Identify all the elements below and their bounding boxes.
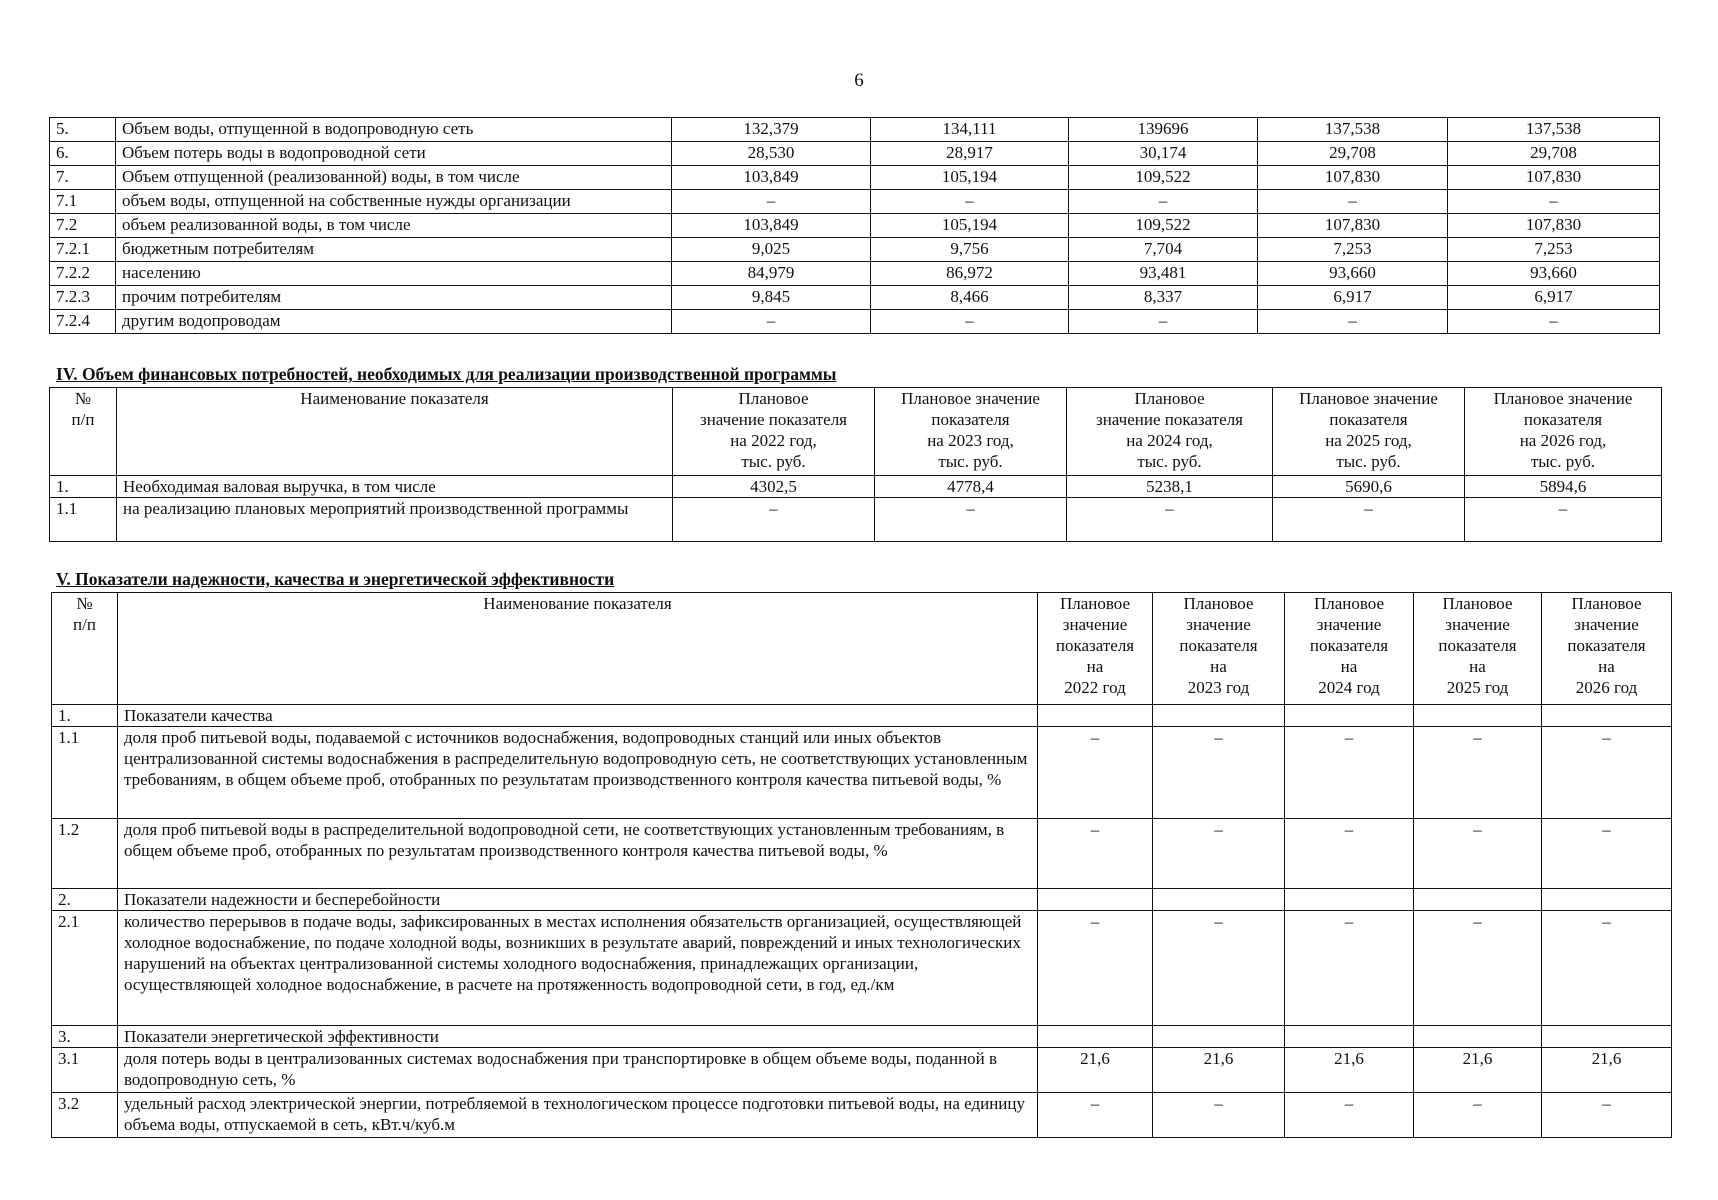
table-row: [50, 476, 1662, 498]
header-plan-value-4: [1542, 593, 1672, 705]
row-value: –: [1153, 727, 1285, 819]
row-value: 109,522: [1069, 166, 1258, 190]
row-value: 139696: [1069, 118, 1258, 142]
header-line: тыс. руб.: [1530, 452, 1596, 471]
table-row: [50, 286, 1660, 310]
row-value: –: [1153, 1093, 1285, 1138]
table-row: [52, 1026, 1672, 1048]
production-table: [49, 117, 1660, 334]
header-line: на 2022 год,: [730, 431, 817, 450]
header-plan-value-2: [1067, 388, 1273, 476]
row-indicator-name: Объем отпущенной (реализованной) воды, в том числе: [116, 166, 672, 190]
header-row: [52, 593, 1672, 705]
table-row: [50, 310, 1660, 334]
header-number: [52, 593, 118, 705]
row-value: [1038, 1026, 1153, 1048]
row-value: 134,111: [871, 118, 1069, 142]
row-indicator-name: Объем воды, отпущенной в водопроводную сеть: [116, 118, 672, 142]
row-indicator-name: Показатели энергетической эффективности: [118, 1026, 1038, 1048]
row-value: –: [1285, 911, 1414, 1026]
header-line: Плановое: [1442, 594, 1513, 613]
row-indicator-name: прочим потребителям: [116, 286, 672, 310]
header-line: значение: [1316, 615, 1382, 634]
row-number: 7.2.1: [50, 238, 116, 262]
header-line: 2026 год: [1575, 678, 1638, 697]
table-row: [52, 911, 1672, 1026]
row-value: –: [1414, 819, 1542, 889]
row-value: –: [871, 190, 1069, 214]
row-value: –: [1258, 310, 1448, 334]
header-line: 2023 год: [1187, 678, 1250, 697]
header-line: значение: [1445, 615, 1510, 634]
row-number: 7.2: [50, 214, 116, 238]
row-value: 105,194: [871, 166, 1069, 190]
row-value: 21,6: [1542, 1048, 1672, 1093]
row-value: –: [672, 310, 871, 334]
row-value: 4302,5: [673, 476, 875, 498]
header-line: Плановое значение: [901, 389, 1040, 408]
row-indicator-name: доля проб питьевой воды, подаваемой с источников водоснабжения, водопроводных станций или иных объектов централизованной системы водоснабжения в распределительную водопроводную сеть, не соответствующих установленным требованиям, в общем объеме проб, отобранных по результатам производственного контроля качества питьевой воды, %: [118, 727, 1038, 819]
row-indicator-name: Показатели качества: [118, 705, 1038, 727]
row-value: [1542, 889, 1672, 911]
table-row: [50, 214, 1660, 238]
row-value: 137,538: [1448, 118, 1660, 142]
row-number: 3.: [52, 1026, 118, 1048]
row-value: 107,830: [1258, 214, 1448, 238]
header-line: показателя: [1438, 636, 1517, 655]
row-indicator-name: другим водопроводам: [116, 310, 672, 334]
row-value: 21,6: [1038, 1048, 1153, 1093]
header-line: значение: [1574, 615, 1639, 634]
header-line: на: [1340, 657, 1358, 676]
header-line: тыс. руб.: [1137, 452, 1202, 471]
header-plan-value-0: [1038, 593, 1153, 705]
row-value: 93,481: [1069, 262, 1258, 286]
row-value: –: [1038, 819, 1153, 889]
row-value: 93,660: [1448, 262, 1660, 286]
row-number: 6.: [50, 142, 116, 166]
row-indicator-name: доля потерь воды в централизованных системах водоснабжения при транспортировке в общем объеме воды, поданной в водопроводную сеть, %: [118, 1048, 1038, 1093]
header-line: Плановое значение: [1493, 389, 1633, 408]
table-row: [50, 118, 1660, 142]
row-value: 93,660: [1258, 262, 1448, 286]
row-number: 7.1: [50, 190, 116, 214]
header-line: Плановое: [1134, 389, 1205, 408]
row-value: –: [1465, 498, 1662, 542]
row-value: [1542, 705, 1672, 727]
table-row: [52, 889, 1672, 911]
row-value: 28,530: [672, 142, 871, 166]
row-value: –: [1153, 819, 1285, 889]
header-line: показателя: [1055, 636, 1135, 655]
row-indicator-name: Необходимая валовая выручка, в том числе: [117, 476, 673, 498]
row-value: [1285, 1026, 1414, 1048]
row-indicator-name: доля проб питьевой воды в распределительной водопроводной сети, не соответствующих установленным требованиям, в общем объеме проб, отобранных по результатам производственного контроля качества питьевой воды, %: [118, 819, 1038, 889]
row-value: 29,708: [1448, 142, 1660, 166]
row-value: –: [1038, 911, 1153, 1026]
row-value: –: [1038, 727, 1153, 819]
header-row: [50, 388, 1662, 476]
section-title-reliability: V. Показатели надежности, качества и энергетической эффективности: [56, 569, 615, 589]
header-plan-value-2: [1285, 593, 1414, 705]
header-line: на 2023 год,: [927, 431, 1014, 450]
row-value: 5238,1: [1067, 476, 1273, 498]
row-value: 21,6: [1285, 1048, 1414, 1093]
row-value: –: [1038, 1093, 1153, 1138]
row-value: –: [1273, 498, 1465, 542]
header-number-line: п/п: [73, 615, 96, 634]
row-number: 5.: [50, 118, 116, 142]
header-plan-value-4: [1465, 388, 1662, 476]
row-value: –: [673, 498, 875, 542]
row-value: [1153, 889, 1285, 911]
header-line: 2022 год: [1064, 678, 1126, 697]
header-line: Плановое: [1059, 594, 1131, 613]
row-value: –: [1285, 727, 1414, 819]
table-row: [50, 238, 1660, 262]
row-value: 86,972: [871, 262, 1069, 286]
header-line: показателя: [1567, 636, 1646, 655]
row-indicator-name: населению: [116, 262, 672, 286]
row-value: 21,6: [1153, 1048, 1285, 1093]
row-value: 132,379: [672, 118, 871, 142]
header-number-line: №: [74, 389, 92, 408]
row-value: –: [1414, 1093, 1542, 1138]
row-number: 7.2.2: [50, 262, 116, 286]
row-value: [1414, 1026, 1542, 1048]
page-number: 6: [854, 70, 864, 91]
row-value: –: [1414, 911, 1542, 1026]
header-line: значение: [1186, 615, 1251, 634]
row-number: 1.2: [52, 819, 118, 889]
row-value: –: [1069, 310, 1258, 334]
header-line: Плановое значение: [1299, 389, 1438, 408]
row-value: [1285, 889, 1414, 911]
row-value: 9,025: [672, 238, 871, 262]
row-value: –: [672, 190, 871, 214]
header-line: показателя: [1329, 410, 1408, 429]
row-value: –: [1542, 911, 1672, 1026]
section-title-financial: IV. Объем финансовых потребностей, необходимых для реализации производственной программы: [56, 364, 837, 384]
row-value: –: [1067, 498, 1273, 542]
header-plan-value-1: [875, 388, 1067, 476]
row-value: –: [1414, 727, 1542, 819]
row-value: 8,337: [1069, 286, 1258, 310]
header-plan-value-0: [673, 388, 875, 476]
row-value: [1153, 1026, 1285, 1048]
row-value: 107,830: [1258, 166, 1448, 190]
row-value: 21,6: [1414, 1048, 1542, 1093]
row-number: 1.: [50, 476, 117, 498]
row-value: –: [1285, 1093, 1414, 1138]
row-indicator-name: удельный расход электрической энергии, потребляемой в технологическом процессе подготовки питьевой воды, на единицу объема воды, отпускаемой в сеть, кВт.ч/куб.м: [118, 1093, 1038, 1138]
row-value: [1414, 705, 1542, 727]
header-line: 2025 год: [1446, 678, 1509, 697]
row-number: 7.2.3: [50, 286, 116, 310]
row-number: 7.2.4: [50, 310, 116, 334]
row-value: 5894,6: [1465, 476, 1662, 498]
table-row: [50, 498, 1662, 542]
row-value: 7,253: [1258, 238, 1448, 262]
row-value: 4778,4: [875, 476, 1067, 498]
row-indicator-name: объем реализованной воды, в том числе: [116, 214, 672, 238]
row-value: [1038, 705, 1153, 727]
row-value: –: [1542, 819, 1672, 889]
row-value: 9,845: [672, 286, 871, 310]
header-line: Плановое: [738, 389, 809, 408]
row-number: 2.1: [52, 911, 118, 1026]
table-row: [52, 1093, 1672, 1138]
header-line: показателя: [1179, 636, 1258, 655]
header-plan-value-3: [1273, 388, 1465, 476]
header-line: на 2025 год,: [1325, 431, 1412, 450]
row-number: 1.1: [52, 727, 118, 819]
row-value: –: [1448, 310, 1660, 334]
header-line: Плановое: [1571, 594, 1642, 613]
row-number: 7.: [50, 166, 116, 190]
header-line: показателя: [931, 410, 1010, 429]
row-number: 2.: [52, 889, 118, 911]
row-value: 109,522: [1069, 214, 1258, 238]
row-value: 28,917: [871, 142, 1069, 166]
row-value: –: [1542, 1093, 1672, 1138]
header-number: [50, 388, 117, 476]
header-line: на: [1598, 657, 1615, 676]
row-indicator-name: Показатели надежности и бесперебойности: [118, 889, 1038, 911]
row-value: 107,830: [1448, 214, 1660, 238]
header-line: значение: [1062, 615, 1128, 634]
header-indicator-name: Наименование показателя: [118, 593, 1038, 705]
row-value: –: [1153, 911, 1285, 1026]
row-indicator-name: бюджетным потребителям: [116, 238, 672, 262]
table-row: [52, 727, 1672, 819]
table-row: [52, 819, 1672, 889]
header-line: показателя: [1523, 410, 1603, 429]
row-value: [1542, 1026, 1672, 1048]
row-number: 3.1: [52, 1048, 118, 1093]
header-line: на 2026 год,: [1519, 431, 1607, 450]
row-value: –: [1285, 819, 1414, 889]
financial-needs-table: [49, 387, 1662, 542]
header-line: тыс. руб.: [1336, 452, 1401, 471]
table-row: [52, 1048, 1672, 1093]
row-value: –: [1448, 190, 1660, 214]
row-value: 29,708: [1258, 142, 1448, 166]
row-value: 107,830: [1448, 166, 1660, 190]
table-row: [50, 262, 1660, 286]
row-value: 8,466: [871, 286, 1069, 310]
header-plan-value-3: [1414, 593, 1542, 705]
row-value: [1285, 705, 1414, 727]
header-line: на: [1086, 657, 1104, 676]
header-line: на 2024 год,: [1126, 431, 1213, 450]
row-value: –: [1069, 190, 1258, 214]
row-number: 3.2: [52, 1093, 118, 1138]
header-line: Плановое: [1183, 594, 1254, 613]
row-value: [1153, 705, 1285, 727]
row-value: –: [871, 310, 1069, 334]
row-value: 6,917: [1258, 286, 1448, 310]
table-row: [52, 705, 1672, 727]
header-line: 2024 год: [1318, 678, 1380, 697]
table-row: [50, 190, 1660, 214]
row-value: [1414, 889, 1542, 911]
row-value: 7,704: [1069, 238, 1258, 262]
row-value: 103,849: [672, 166, 871, 190]
header-line: на: [1469, 657, 1486, 676]
header-number-line: №: [76, 594, 93, 613]
header-line: тыс. руб.: [938, 452, 1003, 471]
table-row: [50, 166, 1660, 190]
row-value: 103,849: [672, 214, 871, 238]
row-value: 5690,6: [1273, 476, 1465, 498]
header-number-line: п/п: [71, 410, 95, 429]
row-indicator-name: Объем потерь воды в водопроводной сети: [116, 142, 672, 166]
row-value: –: [1542, 727, 1672, 819]
row-indicator-name: количество перерывов в подаче воды, зафиксированных в местах исполнения обязательств организацией, осуществляющей холодное водоснабжение, по подаче холодной воды, возникших в результате аварий, повреждений и иных технологических нарушений на объектах централизованной системы холодного водоснабжения, принадлежащих организации, осуществляющей холодное водоснабжение, в расчете на протяженность водопроводной сети, в год, ед./км: [118, 911, 1038, 1026]
header-line: значение показателя: [1095, 410, 1243, 429]
row-indicator-name: на реализацию плановых мероприятий производственной программы: [117, 498, 673, 542]
header-line: тыс. руб.: [741, 452, 806, 471]
row-value: 9,756: [871, 238, 1069, 262]
table-row: [50, 142, 1660, 166]
row-value: 84,979: [672, 262, 871, 286]
row-indicator-name: объем воды, отпущенной на собственные нужды организации: [116, 190, 672, 214]
row-value: 137,538: [1258, 118, 1448, 142]
row-value: 30,174: [1069, 142, 1258, 166]
header-line: значение показателя: [699, 410, 847, 429]
row-value: –: [875, 498, 1067, 542]
header-line: показателя: [1309, 636, 1389, 655]
row-number: 1.: [52, 705, 118, 727]
row-value: [1038, 889, 1153, 911]
row-value: 105,194: [871, 214, 1069, 238]
row-value: 7,253: [1448, 238, 1660, 262]
row-value: –: [1258, 190, 1448, 214]
row-value: 6,917: [1448, 286, 1660, 310]
header-indicator-name: Наименование показателя: [117, 388, 673, 476]
header-line: на: [1210, 657, 1227, 676]
header-plan-value-1: [1153, 593, 1285, 705]
row-number: 1.1: [50, 498, 117, 542]
reliability-table: [51, 592, 1672, 1138]
header-line: Плановое: [1313, 594, 1385, 613]
